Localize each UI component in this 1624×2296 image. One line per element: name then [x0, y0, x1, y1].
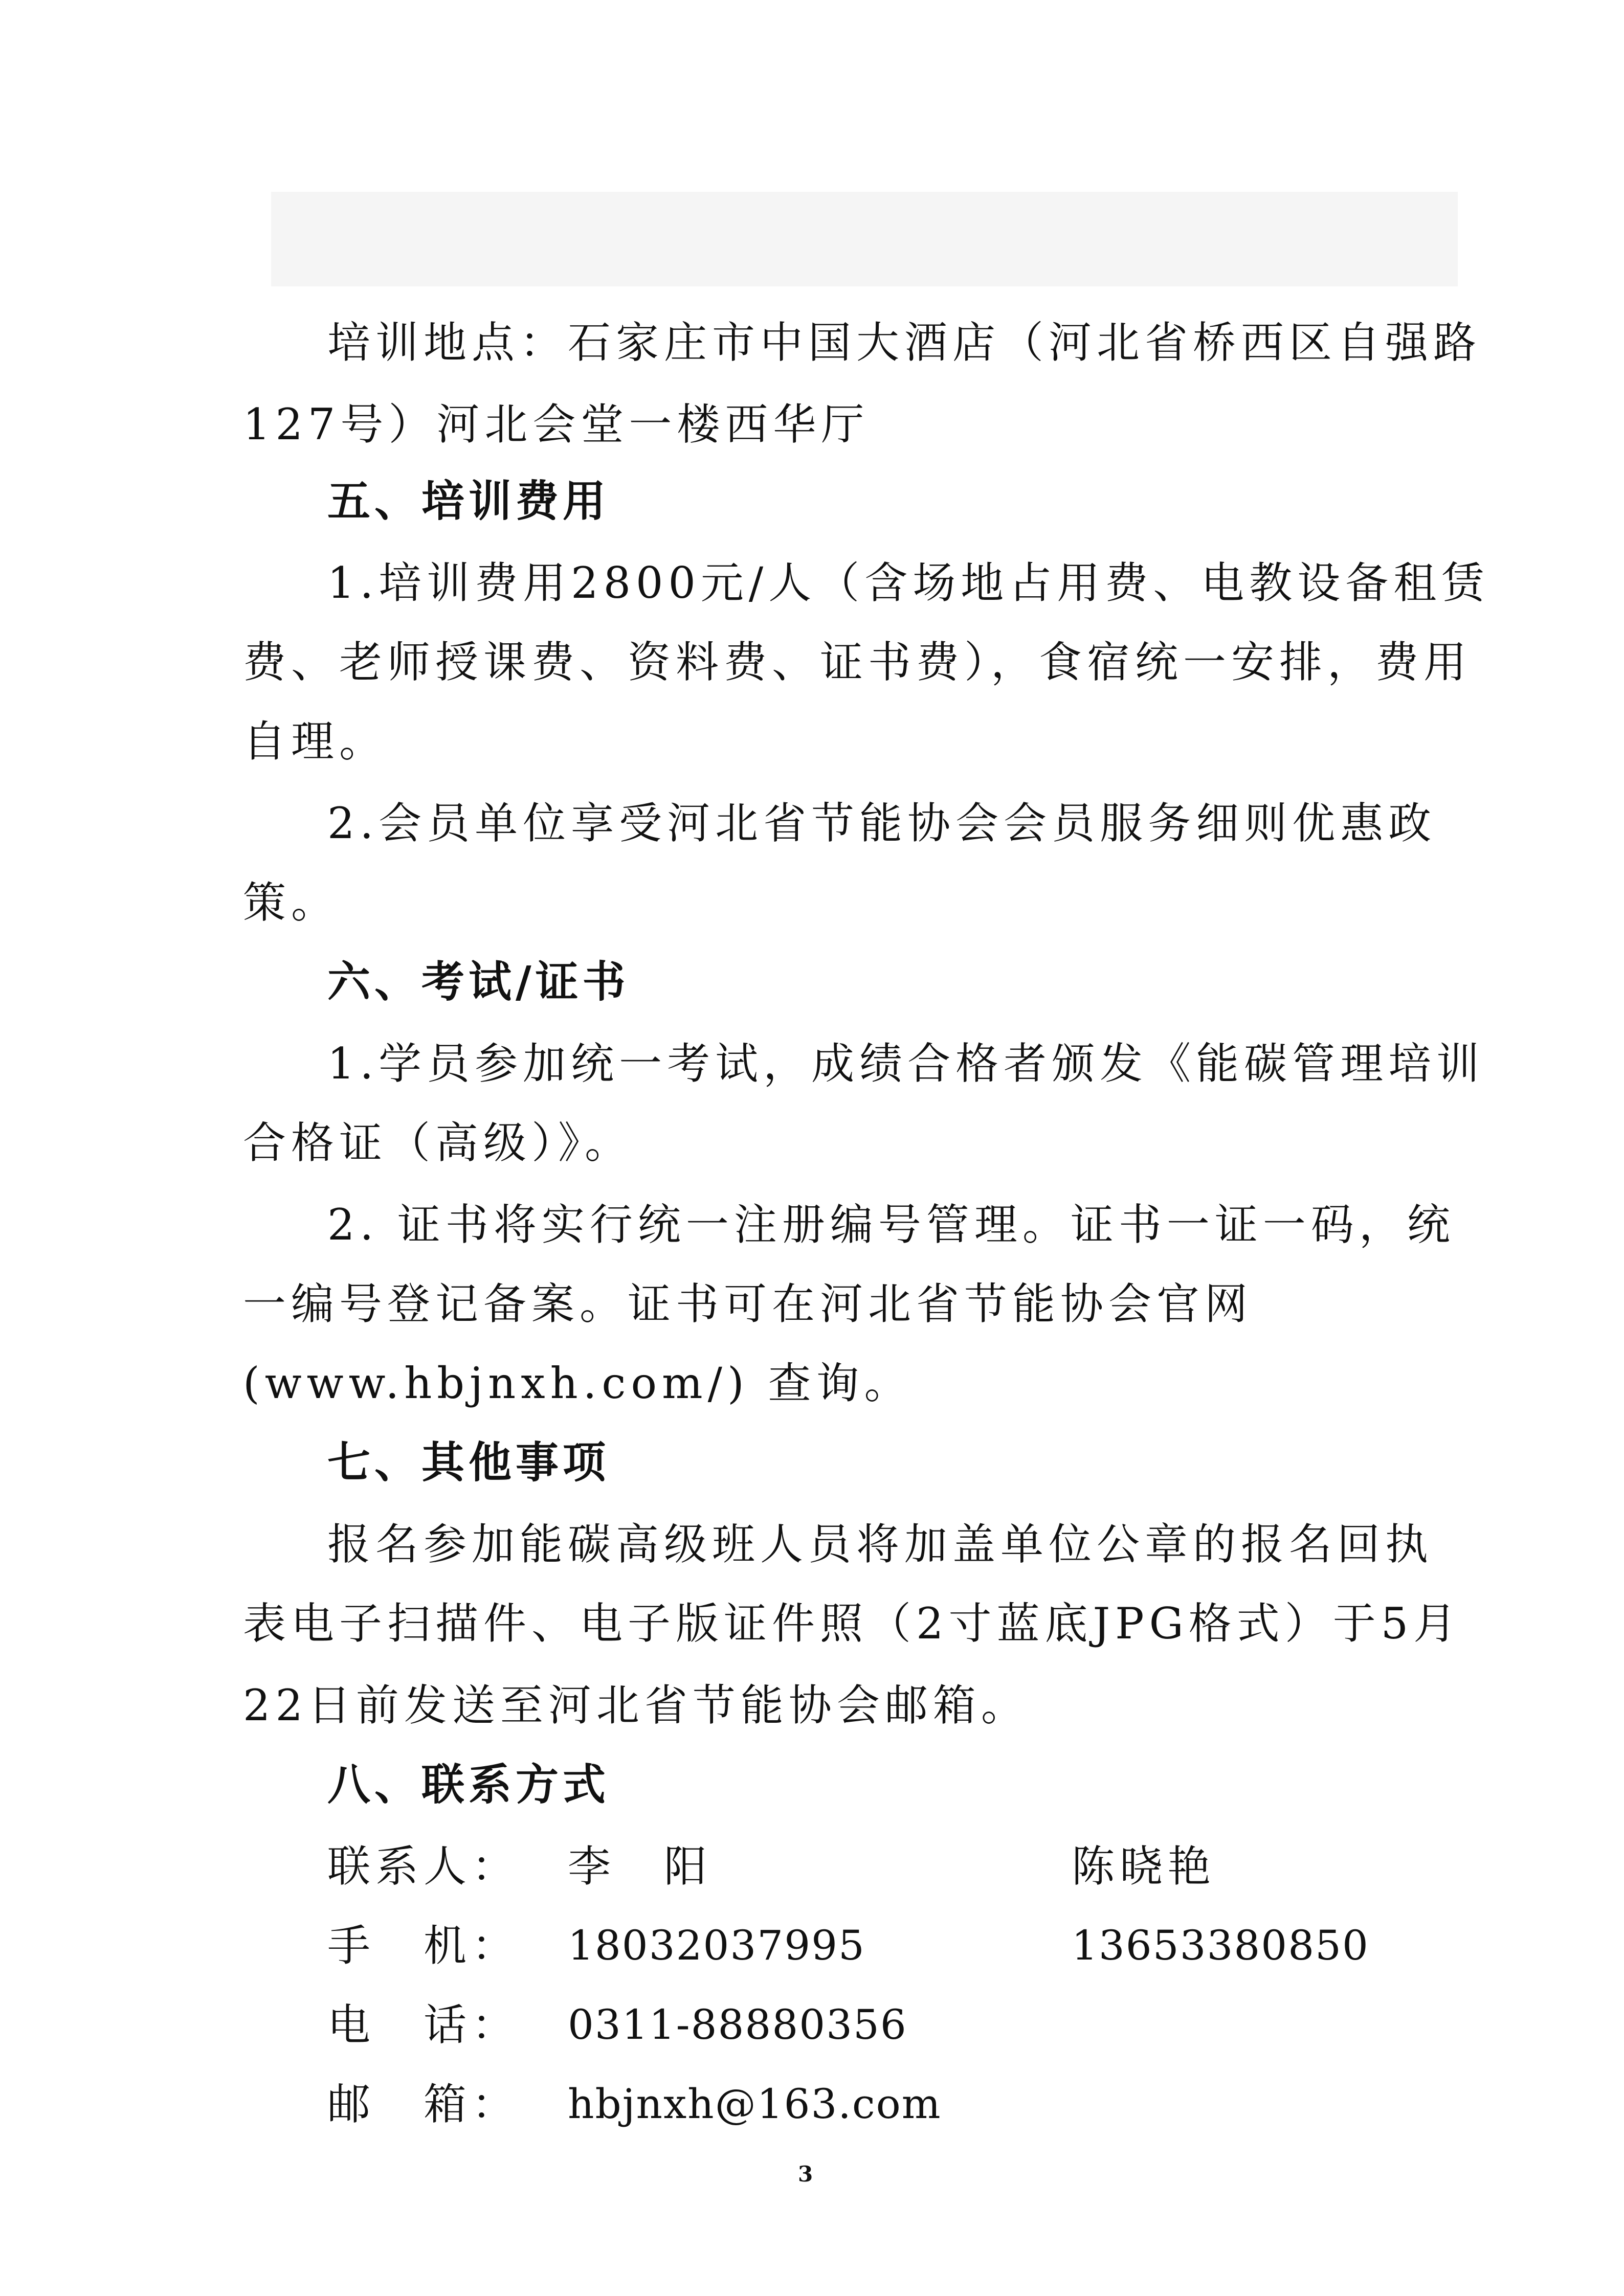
section-7-line-3: 22日前发送至河北省节能协会邮箱。 — [243, 1680, 1029, 1730]
mobile-label: 手 机： — [327, 1921, 520, 1971]
section-7-line-2: 表电子扫描件、电子版证件照（2寸蓝底JPG格式）于5月 — [243, 1599, 1462, 1649]
section-8-heading: 八、联系方式 — [327, 1760, 610, 1810]
section-5-heading: 五、培训费用 — [327, 476, 610, 526]
contact-person-label: 联系人： — [327, 1841, 520, 1892]
section-5-item-1-line-3: 自理。 — [243, 716, 388, 767]
header-band — [271, 192, 1458, 286]
section-6-item-1-line-2: 合格证（高级）》。 — [243, 1118, 633, 1168]
section-6-heading: 六、考试/证书 — [327, 957, 630, 1007]
page-number: 3 — [798, 2162, 813, 2187]
section-6-item-2-line-1: 2. 证书将实行统一注册编号管理。证书一证一码，统 — [327, 1200, 1455, 1250]
email-label: 邮 箱： — [327, 2079, 520, 2129]
section-7-line-1: 报名参加能碳高级班人员将加盖单位公章的报名回执 — [327, 1519, 1434, 1569]
section-6-item-2-line-3: (www.hbjnxh.com/) 查询。 — [243, 1358, 913, 1408]
mobile-2: 13653380850 — [1072, 1922, 1369, 1969]
section-5-item-1-line-1: 1.培训费用2800元/人（含场地占用费、电教设备租赁 — [327, 558, 1490, 608]
phone-label: 电 话： — [327, 2000, 520, 2050]
training-location-line-1: 培训地点：石家庄市中国大酒店（河北省桥西区自强路 — [327, 318, 1482, 368]
mobile-1: 18032037995 — [568, 1922, 865, 1969]
section-5-item-2-line-1: 2.会员单位享受河北省节能协会会员服务细则优惠政 — [327, 798, 1437, 848]
phone-number: 0311-88880356 — [568, 2001, 907, 2049]
contact-person-2: 陈晓艳 — [1072, 1841, 1216, 1892]
training-location-line-2: 127号）河北会堂一楼西华厅 — [243, 399, 870, 449]
section-5-item-1-line-2: 费、老师授课费、资料费、证书费），食宿统一安排，费用 — [243, 637, 1472, 687]
section-6-item-1-line-1: 1.学员参加统一考试，成绩合格者颁发《能碳管理培训 — [327, 1039, 1485, 1089]
section-7-heading: 七、其他事项 — [327, 1437, 610, 1488]
section-6-item-2-line-2: 一编号登记备案。证书可在河北省节能协会官网 — [243, 1279, 1253, 1329]
email-address: hbjnxh@163.com — [568, 2080, 942, 2128]
section-5-item-2-line-2: 策。 — [243, 877, 340, 928]
contact-person-1: 李 阳 — [568, 1841, 713, 1892]
